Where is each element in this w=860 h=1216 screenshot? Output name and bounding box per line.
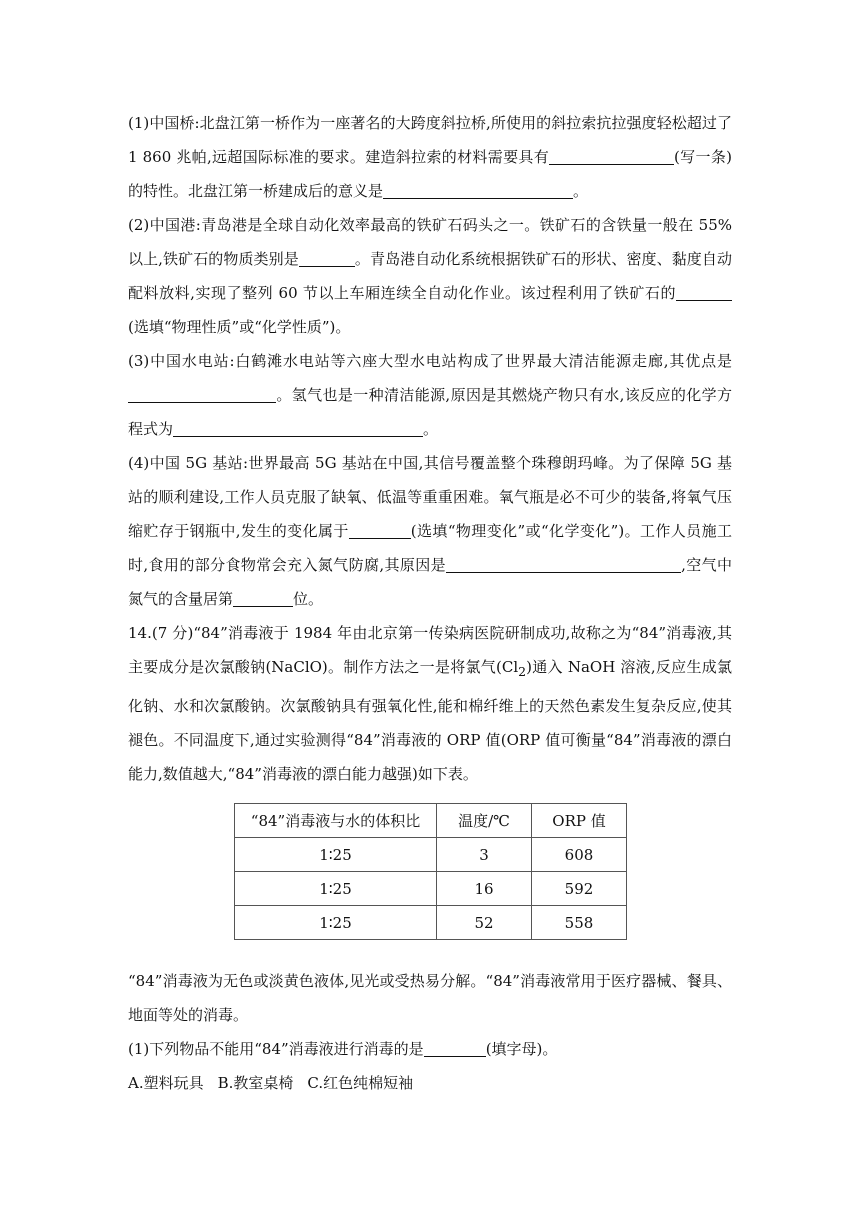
- table-header: 温度/℃: [437, 804, 532, 838]
- question-13-part-1: [128, 106, 732, 208]
- question-14-intro: [128, 616, 732, 791]
- table-header: ORP 值: [532, 804, 627, 838]
- text: )通入 NaOH 溶液,反应生成氯化钠、水和次氯酸钠。次氯酸钠具有强氧化性,能和棉纤维上的天然色素发生复杂反应,使其褪色。不同温度下,通过实验测得“84”消毒液的 ORP 值(ORP 值可衡量“84”消毒液的漂白能力,数值越大,“84”消毒液的漂白能力越强)如下表。: [128, 658, 732, 783]
- table-header: “84”消毒液与水的体积比: [235, 804, 437, 838]
- text: (3)中国水电站:白鹤滩水电站等六座大型水电站构成了世界最大清洁能源走廊,其优点是: [128, 352, 732, 370]
- text: (写一条)的特性。北盘江第一桥建成后的意义是: [128, 148, 732, 200]
- question-13-part-3: [128, 344, 732, 446]
- answer-options: [128, 1066, 732, 1100]
- answer-blank[interactable]: [424, 1038, 486, 1057]
- table-cell: 1∶25: [235, 838, 437, 872]
- question-14-description: “84”消毒液为无色或淡黄色液体,见光或受热易分解。“84”消毒液常用于医疗器械、餐具、地面等处的消毒。: [128, 972, 732, 1024]
- question-14-sub-1: [128, 1032, 732, 1066]
- text: (填字母)。: [485, 1040, 558, 1058]
- text: ,空气中氮气的含量居第: [128, 556, 732, 608]
- table-row: [235, 838, 627, 872]
- table-header-row: [235, 804, 627, 838]
- table-row: [235, 872, 627, 906]
- text: 。: [573, 182, 589, 200]
- answer-blank[interactable]: [383, 180, 573, 199]
- table-cell: 16: [437, 872, 532, 906]
- answer-blank[interactable]: [446, 554, 681, 573]
- text: 位。: [293, 590, 324, 608]
- table-cell: 3: [437, 838, 532, 872]
- table-cell: 592: [532, 872, 627, 906]
- text: (选填“物理变化”或“化学变化”)。工作人员施工时,食用的部分食物常会充入氮气防腐,其原因是: [128, 522, 732, 574]
- text: 。青岛港自动化系统根据铁矿石的形状、密度、黏度自动配料放料,实现了整列 60 节以上车厢连续全自动化作业。该过程利用了铁矿石的: [128, 250, 732, 302]
- answer-blank[interactable]: [233, 588, 293, 607]
- answer-blank[interactable]: [676, 282, 732, 301]
- table-cell: 608: [532, 838, 627, 872]
- text: (2)中国港:青岛港是全球自动化效率最高的铁矿石码头之一。铁矿石的含铁量一般在 55%以上,铁矿石的物质类别是: [128, 216, 732, 268]
- text: 。氢气也是一种清洁能源,原因是其燃烧产物只有水,该反应的化学方程式为: [128, 386, 732, 438]
- question-13-part-2: [128, 208, 732, 344]
- table-cell: 52: [437, 906, 532, 940]
- answer-blank[interactable]: [549, 146, 674, 165]
- text: (4)中国 5G 基站:世界最高 5G 基站在中国,其信号覆盖整个珠穆朗玛峰。为了保障 5G 基站的顺利建设,工作人员克服了缺氧、低温等重重困难。氧气瓶是必不可少的装备,将氧气压缩贮存于钢瓶中,发生的变化属于: [128, 454, 732, 540]
- text: 14.(7 分)“84”消毒液于 1984 年由北京第一传染病医院研制成功,故称之为“84”消毒液,其主要成分是次氯酸钠(NaClO)。制作方法之一是将氯气(Cl: [128, 624, 732, 676]
- table-row: [235, 906, 627, 940]
- text: (1)中国桥:北盘江第一桥作为一座著名的大跨度斜拉桥,所使用的斜拉索抗拉强度轻松超过了 1 860 兆帕,远超国际标准的要求。建造斜拉索的材料需要具有: [128, 114, 732, 166]
- answer-blank[interactable]: [299, 248, 355, 267]
- subscript: 2: [518, 664, 527, 679]
- option-a[interactable]: A.塑料玩具: [128, 1074, 204, 1092]
- text: (1)下列物品不能用“84”消毒液进行消毒的是: [128, 1040, 424, 1058]
- table-cell: 1∶25: [235, 872, 437, 906]
- table-cell: 558: [532, 906, 627, 940]
- option-c[interactable]: C.红色纯棉短袖: [307, 1074, 414, 1092]
- answer-blank[interactable]: [173, 418, 423, 437]
- text: 。: [423, 420, 439, 438]
- text: (选填“物理性质”或“化学性质”)。: [128, 318, 351, 336]
- orp-table: [234, 803, 627, 940]
- question-13-part-4: [128, 446, 732, 616]
- table-cell: 1∶25: [235, 906, 437, 940]
- option-b[interactable]: B.教室桌椅: [217, 1074, 294, 1092]
- answer-blank[interactable]: [128, 384, 276, 403]
- exam-page: [128, 106, 732, 1100]
- answer-blank[interactable]: [349, 520, 411, 539]
